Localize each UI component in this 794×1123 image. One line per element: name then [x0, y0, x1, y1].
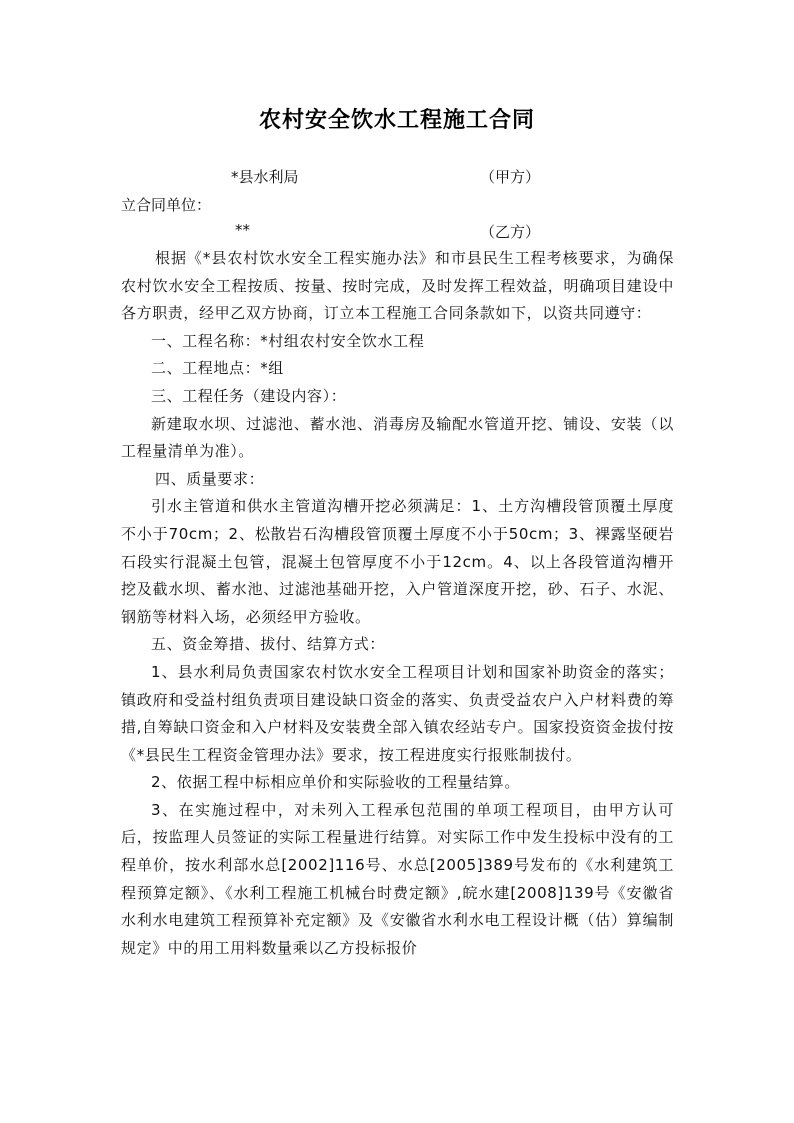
paragraph-funding-item-1: 1、县水利局负责国家农村饮水安全工程项目计划和国家补助资金的落实；镇政府和受益村组负责项目建设缺口资金的落实、负责受益农户入户材料费的筹措,自筹缺口资金和入户材料及安装费全部入镇农经站专户。国家投资资金拔付按《*县民生工程资金管理办法》要求，按工程进度实行报账制拔付。	[121, 662, 674, 764]
party-b-name: **	[235, 221, 250, 239]
party-a-role: （甲方）	[480, 168, 541, 186]
paragraph-quality-heading: 四、质量要求：	[155, 469, 265, 488]
contract-units-label: 立合同单位：	[121, 196, 212, 214]
paragraph-preamble: 根据《*县农村饮水安全工程实施办法》和市县民生工程考核要求，为确保农村饮水安全工程按质、按量、按时完成，及时发挥工程效益，明确项目建设中各方职责，经甲乙双方协商，订立本工程施工合同条款如下，以资共同遵守：	[121, 249, 674, 323]
paragraph-project-task-heading: 三、工程任务（建设内容）：	[151, 386, 347, 405]
paragraph-funding-heading: 五、资金筹措、拔付、结算方式：	[151, 635, 386, 654]
document-title: 农村安全饮水工程施工合同	[258, 107, 535, 133]
paragraph-quality-content: 引水主管道和供水主管道沟槽开挖必须满足：1、土方沟槽段管顶覆土厚度不小于70cm；2、松散岩石沟槽段管顶覆土厚度不小于50cm；3、裸露坚硬岩石段实行混凝土包管，混凝土包管厚度不小于12cm。4、以上各段管道沟槽开挖及截水坝、蓄水池、过滤池基础开挖，入户管道深度开挖，砂、石子、水泥、钢筋等材料入场，必须经甲方验收。	[121, 497, 674, 626]
party-b-role: （乙方）	[480, 223, 541, 241]
paragraph-project-location: 二、工程地点：*组	[151, 359, 284, 378]
contract-body	[121, 245, 674, 962]
paragraph-funding-item-2: 2、依据工程中标相应单价和实际验收的工程量结算。	[151, 773, 520, 792]
party-a-name: *县水利局	[231, 168, 299, 186]
paragraph-project-task-content: 新建取水坝、过滤池、蓄水池、消毒房及输配水管道开挖、铺设、安装（以工程量清单为准）。	[121, 414, 674, 461]
paragraph-project-name: 一、工程名称：*村组农村安全饮水工程	[151, 331, 425, 350]
paragraph-funding-item-3: 3、在实施过程中，对未列入工程承包范围的单项工程项目，由甲方认可后，按监理人员签证的实际工程量进行结算。对实际工作中发生投标中没有的工程单价，按水利部水总[2002]116号、水总[2005]389号发布的《水利建筑工程预算定额》、《水利工程施工机械台时费定额》,皖水建[2008]139号《安徽省水利水电建筑工程预算补充定额》及《安徽省水利水电工程设计概（估）算编制规定》中的用工用料数量乘以乙方投标报价	[121, 800, 674, 957]
